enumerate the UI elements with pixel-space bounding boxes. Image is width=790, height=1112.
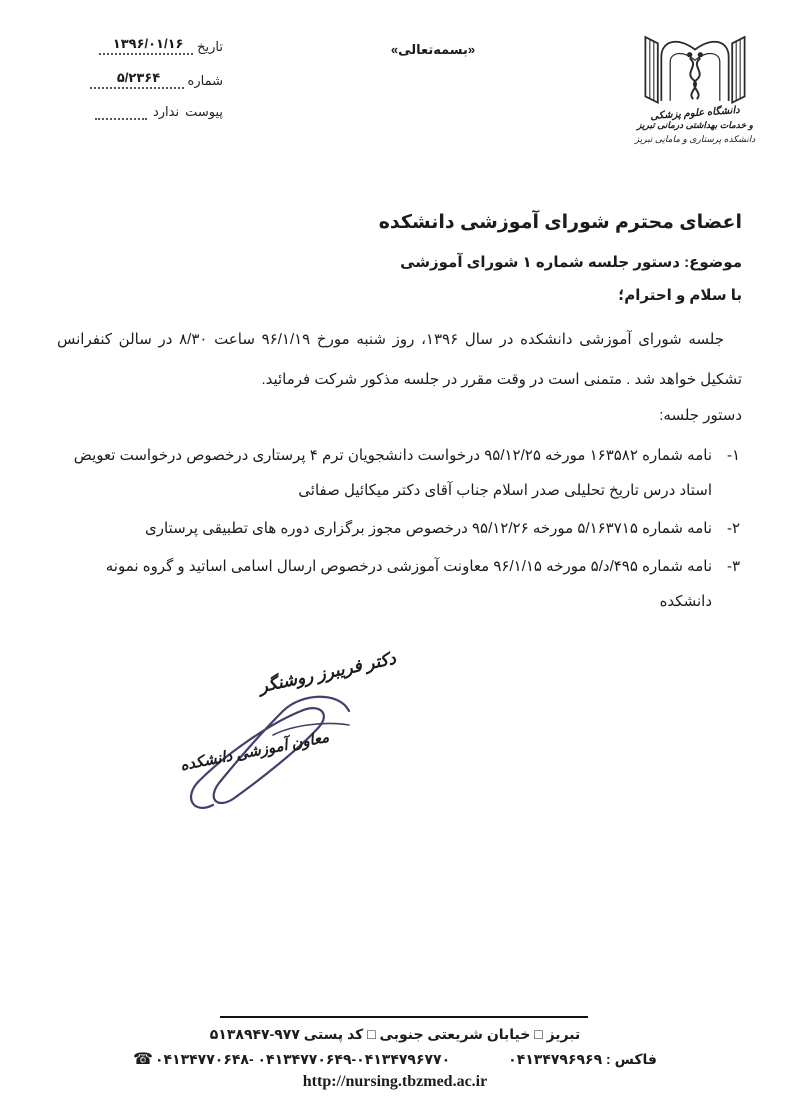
telephone-icon: ☎	[133, 1050, 153, 1068]
body-paragraph: جلسه شورای آموزشی دانشکده در سال ۱۳۹۶، روز شنبه مورخ ۹۶/۱/۱۹ ساعت ۸/۳۰ در سالن کنفرانس تشکیل خواهد شد . متمنی است در وقت مقرر در جلسه مذکور شرکت فرمائید.	[57, 331, 742, 388]
open-book-emblem-icon	[633, 10, 757, 112]
date-label: تاریخ	[197, 39, 223, 54]
signature-block	[135, 645, 415, 825]
agenda-heading: دستور جلسه:	[659, 407, 742, 424]
number-value: ۵/۲۳۶۴	[90, 70, 184, 89]
attachment-label: پیوست	[185, 104, 223, 119]
bismillah-text: «بسمه‌تعالی»	[390, 42, 476, 57]
signer-name: دکتر فریبرز روشنگر	[257, 648, 398, 697]
agenda-item-text: نامه شماره ۵/۱۶۳۷۱۵ مورخه ۹۵/۱۲/۲۶ درخصوص مجوز برگزاری دوره های تطبیقی پرستاری	[145, 520, 712, 537]
agenda-item-number: ۲-	[726, 520, 740, 537]
number-label: شماره	[187, 73, 223, 88]
attachment-value: ندارد	[152, 104, 180, 119]
logo-line-faculty: دانشکده پرستاری و مامایی تبریز	[634, 134, 756, 144]
footer-address: تبریز □ خیابان شریعتی جنوبی □ کد پستی ۹۷۷-۵۱۳۸۹۴۷	[209, 1026, 581, 1042]
logo-line-university: دانشگاه علوم پزشکی	[649, 104, 741, 123]
subject-line: موضوع: دستور جلسه شماره ۱ شورای آموزشی	[400, 254, 742, 271]
agenda-item-1	[57, 438, 742, 508]
agenda-item-3	[57, 549, 742, 619]
recipient-line: اعضای محترم شورای آموزشی دانشکده	[378, 212, 742, 233]
phone-numbers: ۰۴۱۳۴۷۷۰۶۴۸- ۰۴۱۳۴۷۷۰۶۴۹-۰۴۱۳۴۷۹۶۷۷۰	[154, 1051, 451, 1067]
logo-line-health-services: و خدمات بهداشتی درمانی تبریز	[637, 120, 753, 130]
fax-number: ۰۴۱۳۴۷۹۶۹۶۹	[508, 1051, 603, 1067]
salutation-line: با سلام و احترام؛	[618, 287, 742, 304]
agenda-item-text: نامه شماره ۴۹۵/د/۵ مورخه ۹۶/۱/۱۵ معاونت آموزشی درخصوص ارسال اسامی اساتید و گروه نمونه دانشکده	[105, 558, 712, 610]
signer-title: معاون آموزشی دانشکده	[178, 728, 331, 775]
university-logo	[618, 10, 772, 145]
agenda-item-2	[57, 511, 742, 546]
footer-divider	[220, 1016, 588, 1018]
agenda-item-number: ۳-	[726, 558, 740, 575]
fax-label: فاکس :	[606, 1051, 657, 1067]
letterhead-fields	[58, 36, 223, 135]
footer-phones	[133, 1051, 450, 1068]
attachment-field	[58, 104, 223, 120]
date-field	[58, 36, 223, 55]
dotted-line	[95, 106, 147, 120]
footer-website-url: http://nursing.tbzmed.ac.ir	[302, 1073, 488, 1090]
agenda-item-text: نامه شماره ۱۶۳۵۸۲ مورخه ۹۵/۱۲/۲۵ درخواست دانشجویان ترم ۴ پرستاری درخصوص درخواست تعویض استاد درس تاریخ تحلیلی صدر اسلام جناب آقای دکتر میکائیل صفائی	[73, 447, 712, 499]
number-field	[58, 70, 223, 89]
date-value: ۱۳۹۶/۰۱/۱۶	[99, 36, 193, 55]
agenda-item-number: ۱-	[726, 447, 740, 464]
agenda-list	[57, 438, 742, 622]
footer-fax	[508, 1051, 657, 1068]
footer-contact-line	[0, 1051, 790, 1068]
